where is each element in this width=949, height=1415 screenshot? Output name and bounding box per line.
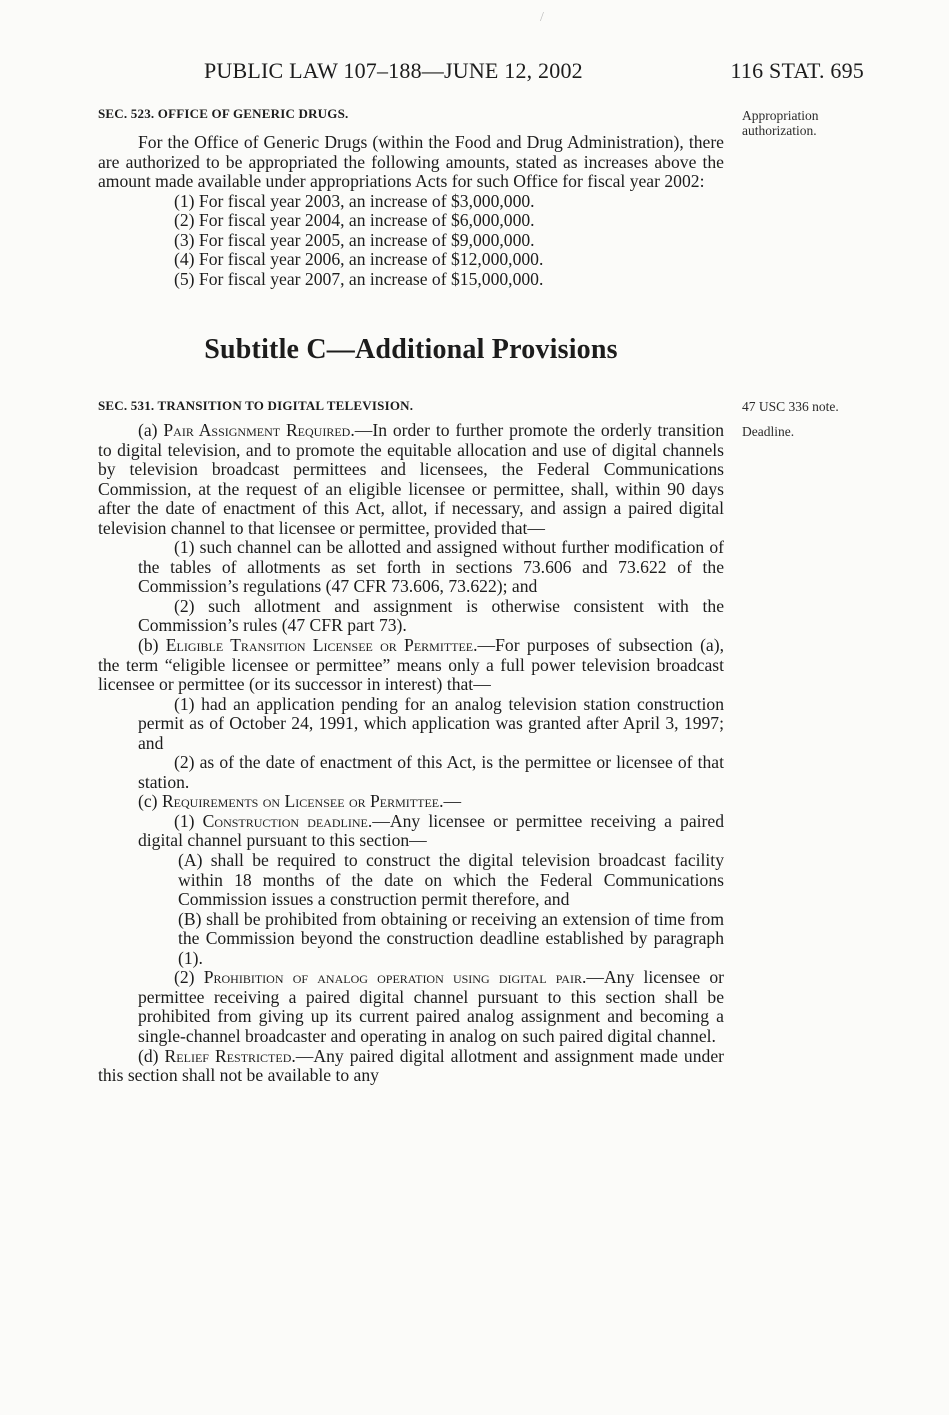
page-header bbox=[100, 58, 864, 86]
section-523-heading: SEC. 523. OFFICE OF GENERIC DRUGS. bbox=[98, 106, 349, 121]
section-531-heading: SEC. 531. TRANSITION TO DIGITAL TELEVISION. bbox=[98, 398, 414, 413]
paragraph-c1: (1) Construction deadline.—Any licensee or permittee receiving a paired digital channel pursuant to this section— bbox=[138, 810, 725, 851]
list-item: (1) For fiscal year 2003, an increase of $3,000,000. bbox=[174, 190, 535, 211]
section-523-intro: For the Office of Generic Drugs (within the Food and Drug Administration), there are authorized to be appropriated the following amounts, stated as increases above the amount made available under appropriations Acts for such Office for fiscal year 2002: bbox=[98, 132, 724, 192]
section-523-body bbox=[98, 133, 724, 289]
statute-page-number: 116 STAT. 695 bbox=[730, 58, 864, 83]
running-head: PUBLIC LAW 107–188—JUNE 12, 2002 bbox=[204, 58, 583, 83]
clause-c1B: (B) shall be prohibited from obtaining or receiving an extension of time from the Commission beyond the construction deadline established by paragraph (1). bbox=[178, 908, 724, 968]
subsection-b-title: Eligible Transition Licensee or Permittee. bbox=[165, 635, 478, 656]
clause-c1A: (A) shall be required to construct the digital television broadcast facility within 18 months of the date on which the Federal Communications Commission issues a construction permit therefore, and bbox=[178, 850, 724, 910]
paragraph-c2-title: Prohibition of analog operation using digital pair. bbox=[203, 967, 587, 988]
subsection-d-title: Relief Restricted. bbox=[164, 1045, 296, 1066]
paragraph-a2: (2) such allotment and assignment is otherwise consistent with the Commission’s rules (47 CFR part 73). bbox=[138, 595, 724, 636]
margin-note-usc: 47 USC 336 note. bbox=[742, 399, 839, 414]
paragraph-c1-title: Construction deadline. bbox=[202, 810, 373, 831]
margin-note-appropriation: Appropriation authorization. bbox=[742, 108, 819, 138]
margin-note-deadline: Deadline. bbox=[742, 424, 795, 439]
subsection-a: (a) Pair Assignment Required.—In order to further promote the orderly transition to digital television, and to promote the equitable allocation and use of digital channels by television broadcast permittees and licensees, the Federal Communications Commission, at the request of an eligible licensee or permittee, shall, within 90 days after the date of enactment of this Act, allot, if necessary, and assign a paired digital television channel to that licensee or permittee, provided that— bbox=[98, 420, 724, 538]
list-item: (5) For fiscal year 2007, an increase of $15,000,000. bbox=[174, 268, 544, 289]
paragraph-c2: (2) Prohibition of analog operation using digital pair.—Any licensee or permittee receiving a paired digital channel pursuant to this section shall be prohibited from giving up its current paired analog assignment and becoming a single-channel broadcaster and operating in analog on such paired digital channel. bbox=[138, 967, 724, 1046]
subsection-c: (c) Requirements on Licensee or Permittee.— bbox=[138, 791, 462, 812]
subtitle-heading: Subtitle C—Additional Provisions bbox=[204, 334, 618, 365]
subsection-b: (b) Eligible Transition Licensee or Permittee.—For purposes of subsection (a), the term “eligible licensee or permittee” means only a full power television broadcast licensee or permittee (or its successor in interest) that— bbox=[98, 635, 724, 695]
list-item: (3) For fiscal year 2005, an increase of $9,000,000. bbox=[174, 229, 535, 250]
list-item: (2) For fiscal year 2004, an increase of $6,000,000. bbox=[174, 210, 535, 231]
subsection-a-title: Pair Assignment Required. bbox=[163, 420, 355, 440]
paragraph-b2: (2) as of the date of enactment of this Act, is the permittee or licensee of that station. bbox=[138, 752, 724, 792]
list-item: (4) For fiscal year 2006, an increase of $12,000,000. bbox=[174, 249, 544, 270]
section-531-body bbox=[98, 421, 724, 1086]
paragraph-a1: (1) such channel can be allotted and assigned without further modification of the tables of allotments as set forth in sections 73.606 and 73.622 of the Commission’s regulations (47 CFR 73.606, 73.622); and bbox=[138, 537, 724, 597]
subsection-c-title: Requirements on Licensee or Permittee. bbox=[161, 791, 444, 812]
paragraph-b1: (1) had an application pending for an analog television station construction permit as of October 24, 1991, which application was granted after April 3, 1997; and bbox=[138, 693, 724, 753]
stray-mark: / bbox=[540, 10, 544, 25]
subsection-d: (d) Relief Restricted.—Any paired digital allotment and assignment made under this section shall not be available to any bbox=[98, 1045, 724, 1086]
